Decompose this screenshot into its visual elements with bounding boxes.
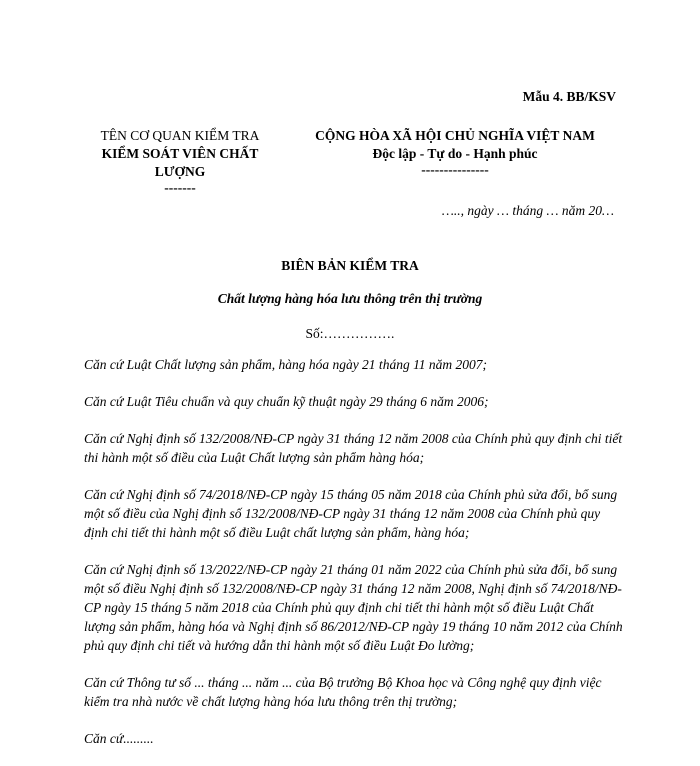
agency-role: KIỂM SOÁT VIÊN CHẤT LƯỢNG (101, 146, 259, 179)
form-code: Mẫu 4. BB/KSV (522, 89, 616, 104)
motto: Độc lập - Tự do - Hạnh phúc (372, 146, 538, 161)
legal-basis-paragraph: Căn cứ......... (84, 731, 154, 746)
date-line: ….., ngày … tháng … năm 20… (441, 203, 614, 218)
document-title: BIÊN BẢN KIỂM TRA (281, 258, 419, 273)
issuing-agency-block (80, 127, 280, 195)
country-name: CỘNG HÒA XÃ HỘI CHỦ NGHĨA VIỆT NAM (315, 128, 595, 143)
legal-basis-paragraph: Căn cứ Nghị định số 132/2008/NĐ-CP ngày 31 tháng 12 năm 2008 của Chính phủ quy định chi tiết thi hành một số điều của Luật Chất lượng sản phẩm hàng hóa; (84, 431, 623, 465)
document-number: Số:……………. (305, 326, 395, 341)
document-subtitle: Chất lượng hàng hóa lưu thông trên thị trường (217, 291, 483, 306)
legal-basis-paragraph: Căn cứ Thông tư số ... tháng ... năm ... của Bộ trưởng Bộ Khoa học và Công nghệ quy định việc kiểm tra nhà nước về chất lượng hàng hóa lưu thông trên thị trường; (84, 675, 602, 709)
agency-separator: ------- (164, 180, 196, 195)
legal-basis-paragraph: Căn cứ Nghị định số 13/2022/NĐ-CP ngày 21 tháng 01 năm 2022 của Chính phủ sửa đổi, bổ sung một số điều Nghị định số 132/2008/NĐ-CP ngày 31 tháng 12 năm 2008, Nghị định số 74/2018/NĐ-CP ngày 15 tháng 5 năm 2018 của Chính phủ quy định chi tiết thi hành một số điều Luật Chất lượng sản phẩm, hàng hóa và Nghị định số 86/2012/NĐ-CP ngày 19 tháng 10 năm 2012 của Chính phủ quy định chi tiết và hướng dẫn thi hành một số điều Luật Đo lường; (84, 562, 623, 653)
legal-basis-paragraph: Căn cứ Luật Chất lượng sản phẩm, hàng hóa ngày 21 tháng 11 năm 2007; (84, 357, 488, 372)
legal-bases (84, 355, 624, 766)
national-motto-block (290, 127, 620, 177)
agency-name: TÊN CƠ QUAN KIỂM TRA (100, 128, 260, 143)
legal-basis-paragraph: Căn cứ Nghị định số 74/2018/NĐ-CP ngày 15 tháng 05 năm 2018 của Chính phủ sửa đổi, bổ sung một số điều của Nghị định số 132/2008/NĐ-CP ngày 31 tháng 12 năm 2008 của Chính phủ quy định chi tiết thi hành một số điều Luật chất lượng sản phẩm, hàng hóa; (84, 487, 618, 540)
motto-separator: --------------- (421, 162, 489, 177)
legal-basis-paragraph: Căn cứ Luật Tiêu chuẩn và quy chuẩn kỹ thuật ngày 29 tháng 6 năm 2006; (84, 394, 489, 409)
